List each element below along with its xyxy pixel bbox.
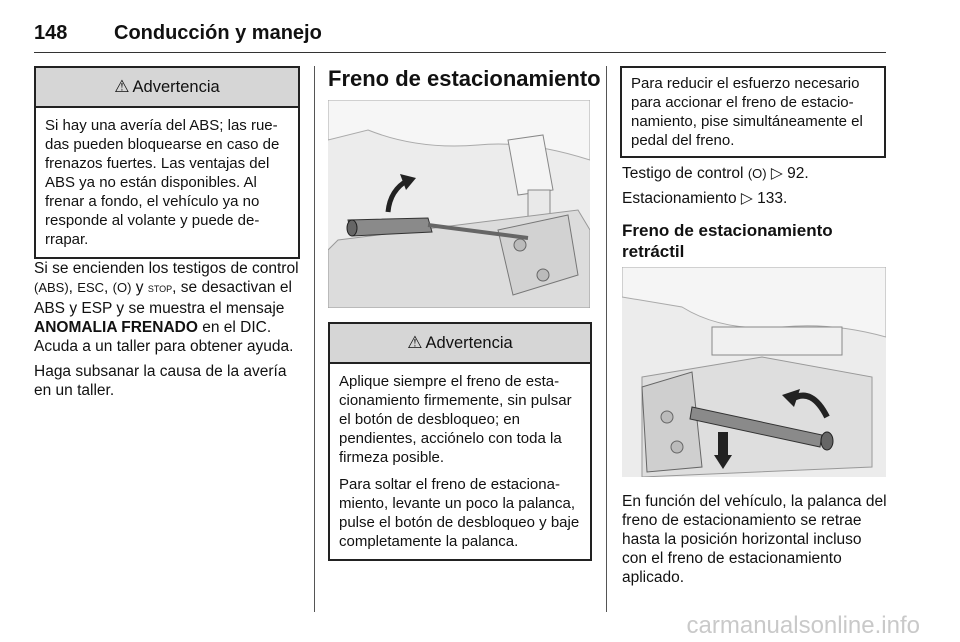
warning-header [36,68,298,108]
reference-label: Estacionamiento [622,190,737,207]
section-heading: Freno de estacionamiento [328,66,601,91]
retractable-brake-paragraph: En función del vehículo, la palanca del freno de estacionamiento se retrae hasta la posición horizontal incluso con el freno de estacionamiento aplicado. [622,493,887,586]
column-divider-left [314,66,315,612]
reference-label: Testigo de control [622,165,744,182]
retractable-brake-drawing [622,267,886,477]
conjunction: y [135,279,144,296]
warning-title: Advertencia [425,334,513,352]
abs-warning-box [34,66,300,259]
warning-header [330,324,590,364]
dic-message: ANOMALIA FRENADO [34,319,198,336]
parking-brake-illustration [328,100,590,308]
page-reference-arrow-icon: ▷ [740,190,753,207]
note-text: Para reducir el esfuerzo necesario para accionar el freno de estacionamiento, pise simultáneamente el pedal del freno. [631,75,863,149]
column-divider-right [606,66,607,612]
abs-paragraph-intro: Si se encienden los testigos de control [34,260,299,277]
header-divider [34,52,886,53]
warning-body [330,364,590,559]
warning-body [36,108,298,257]
parking-brake-warning-box [328,322,592,561]
chapter-title: Conducción y manejo [114,22,322,44]
warning-text: Si hay una avería del ABS; las ruedas pueden bloquearse en caso de frenazos fuertes. Las ventajas del ABS ya no están disponibles. Al frenar a fondo, el vehículo ya no responde al volante y puede derrapar. [45,117,280,248]
brake-effort-note [620,66,886,158]
brake-warning-symbol-icon: (O) [747,166,767,181]
retractable-brake-illustration [622,267,886,477]
repair-paragraph: Haga subsanar la causa de la avería en un taller. [34,363,287,399]
esc-symbol-icon: ESC [77,280,105,295]
page-reference-number: 92. [787,165,809,182]
stop-symbol-icon: STOP [147,284,173,294]
right-references [622,164,886,214]
page-number: 148 [34,22,68,44]
reference-parking [622,189,886,208]
warning-triangle-icon: ⚠ [407,333,423,352]
abs-paragraph: Si se encienden los testigos de control (ABS), ESC, (O) y STOP, se desactivan el ABS y ESP y se muestra el mensaje ANOMALIA FRENADO en el DIC. Acuda a un taller para obtener ayuda. [34,260,299,355]
warning-triangle-icon: ⚠ [114,77,130,96]
warning-title: Advertencia [132,78,220,96]
retractable-brake-text [622,492,888,593]
retractable-brake-heading: Freno de estacionamiento retráctil [622,221,833,261]
watermark-text: carmanualsonline.info [686,612,920,639]
abs-paragraph-end: en el DIC. Acuda a un taller para obtener ayuda. [34,319,294,355]
page-header [34,22,886,50]
page-reference-number: 133. [757,190,788,207]
page-reference-arrow-icon: ▷ [770,165,783,182]
abs-warning-symbol-icon: (ABS) [34,280,69,295]
brake-warning-symbol-icon: (O) [112,280,132,295]
reference-control-light [622,164,886,183]
warning-text-release: Para soltar el freno de estacionamiento, levante un poco la palanca, pulse el botón de desbloqueo y baje completamente la palanca. [339,476,580,550]
warning-text-apply: Aplique siempre el freno de estacionamiento firmemente, sin pulsar el botón de desbloqueo; en pendientes, acciónelo con toda la firmeza posible. [339,373,572,466]
parking-brake-drawing [328,100,590,308]
left-body-text [34,259,300,406]
abs-paragraph-middle: , se desactivan el ABS y ESP y se muestra el mensaje [34,279,292,317]
